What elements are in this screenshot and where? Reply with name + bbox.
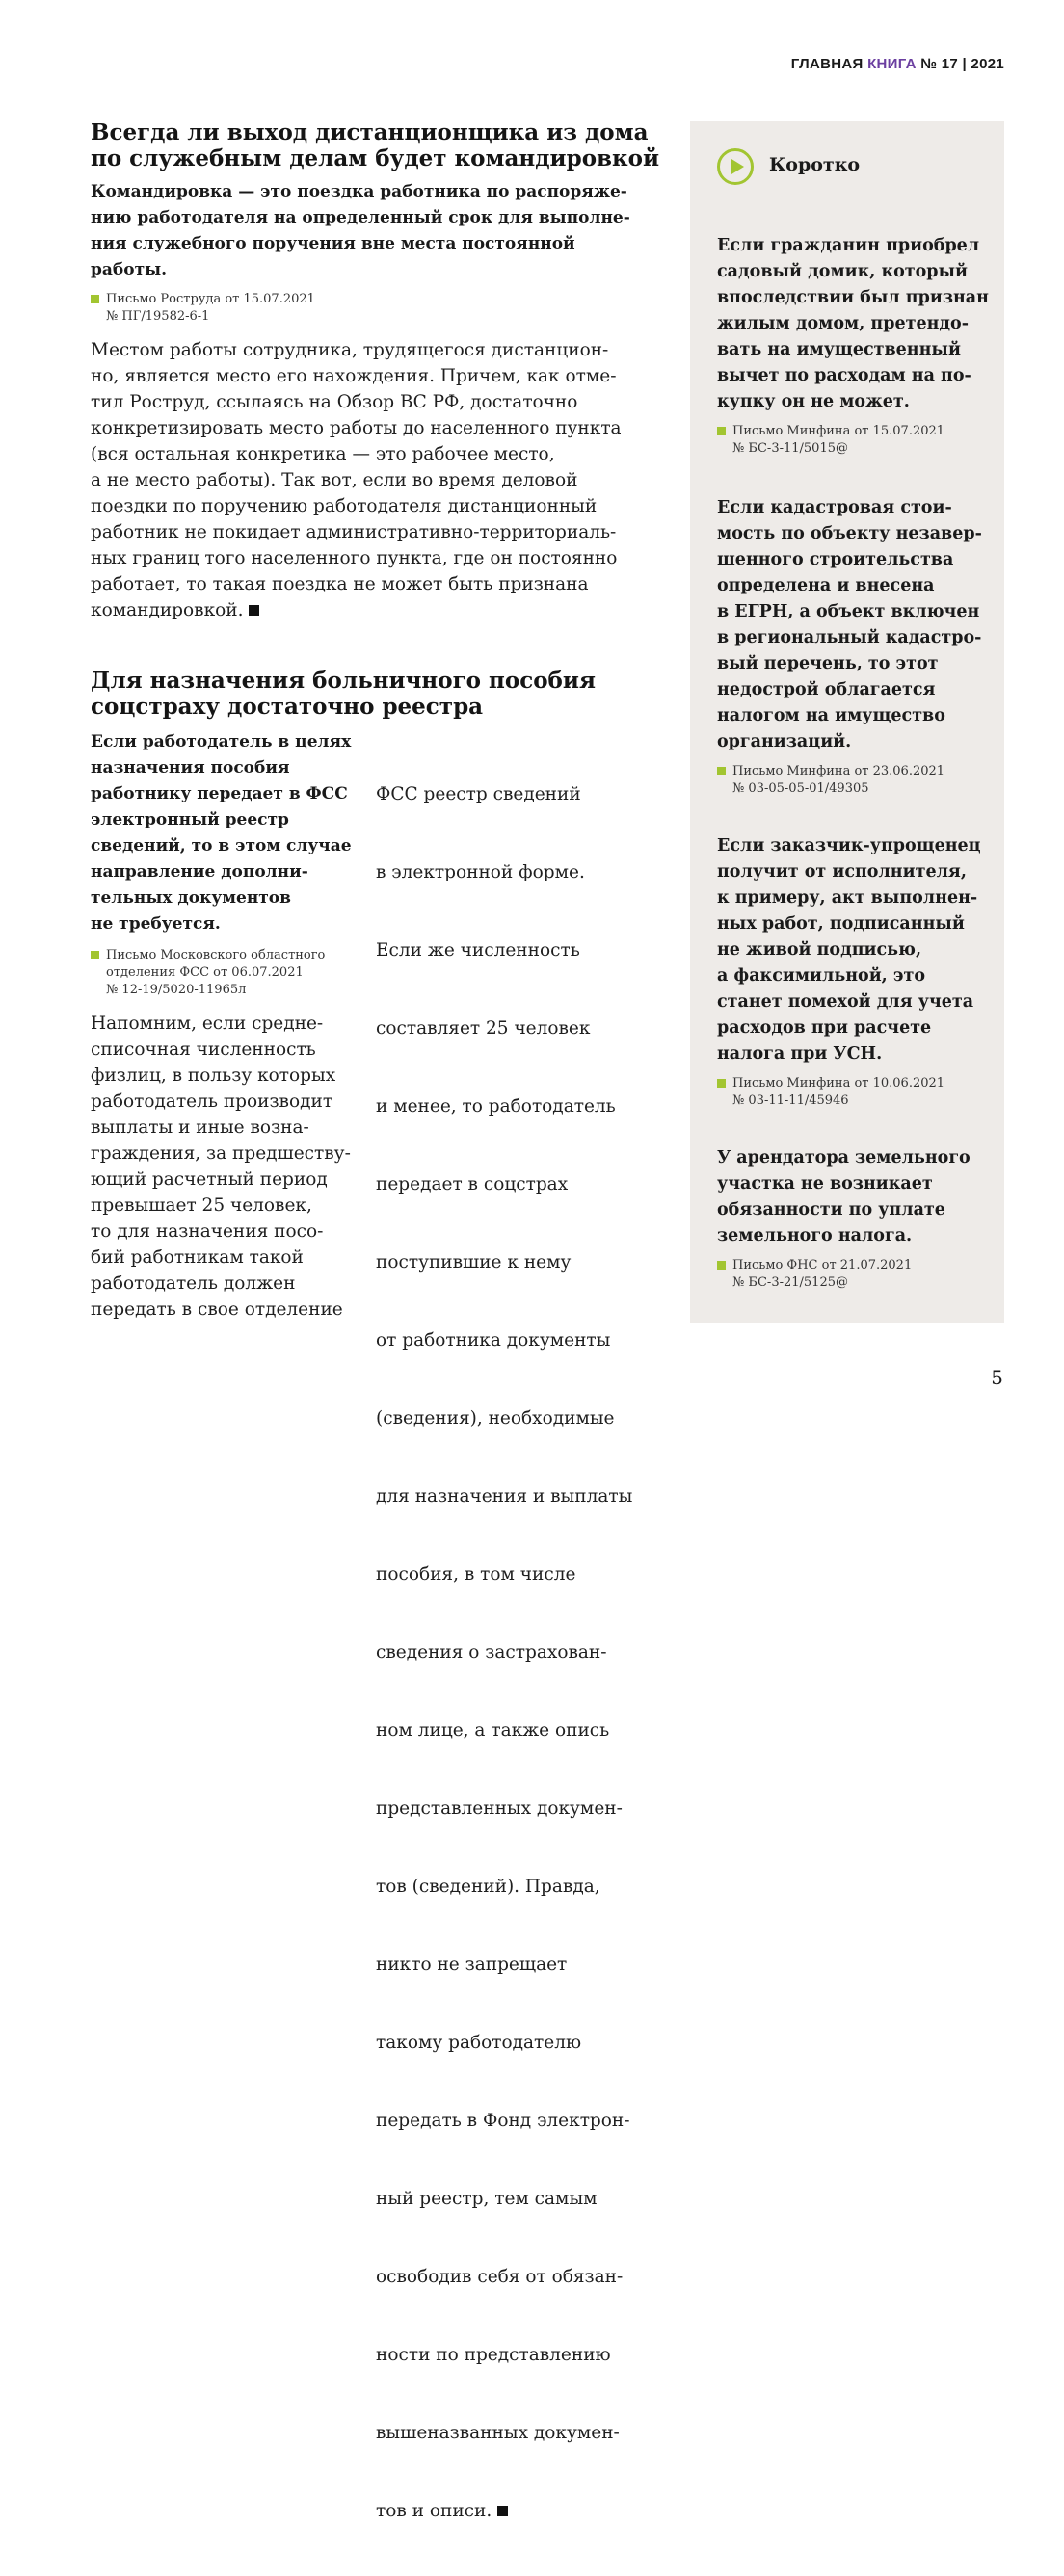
article-body-continued: ФСС реестр сведений в электронной форме. Если же численность составляет 25 человек и менее, то работодатель передает в соцстрах поступившие к нему от работника документы (сведения), необходимые для назначения и выплаты пособия, в том числе сведения о застрахован- ном лице, а также опись представленных докумен- тов (сведений). Правда, никто не запрещает такому работодателю передать в Фонд электрон- ный реестр, тем самым освободив себя от обязан- ности по представлению вышеназванных докумен- тов и описи. — [376, 784, 633, 2521]
end-of-article-icon — [249, 605, 259, 616]
brief-item[interactable] — [717, 833, 998, 1110]
play-icon — [717, 148, 754, 185]
bullet-square-icon — [717, 427, 726, 435]
magazine-header — [791, 56, 1004, 72]
sidebar-title: Коротко — [769, 154, 861, 175]
brief-item[interactable] — [717, 495, 998, 798]
brief-text: Если заказчик-упрощенец получит от исполнителя, к примеру, акт выполнен- ных работ, подписанный не живой подписью, а факсимильной, это станет помехой для учета расходов при расчете налога при УСН. — [717, 836, 981, 1064]
source-reference: Письмо Роструда от 15.07.2021 № ПГ/19582-6-1 — [91, 291, 650, 326]
bullet-square-icon — [717, 1079, 726, 1088]
bullet-square-icon — [717, 767, 726, 775]
article-body: Местом работы сотрудника, трудящегося дистанцион- но, является место его нахождения. Причем, как отме- тил Роструд, ссылаясь на Обзор ВС РФ, достаточно конкретизировать место работы до населенного пункта (вся остальная конкретика — это рабочее место, а не место работы). Так вот, если во время деловой поездки по поручению работодателя дистанционный работник не покидает административно-территориаль- ных границ того населенного пункта, где он постоянно работает, то такая поездка не может быть признана командировкой. — [91, 340, 622, 620]
article-title[interactable]: Всегда ли выход дистанционщика из дома по служебным делам будет командировкой — [91, 119, 660, 171]
article-remote-worker — [91, 119, 660, 623]
sidebar-briefly — [690, 121, 1004, 1323]
header-issue: № 17 | 2021 — [916, 56, 1004, 72]
brief-item[interactable] — [717, 1145, 998, 1292]
article-body: Напомним, если средне- списочная численность физлиц, в пользу которых работодатель производит выплаты и иные возна- граждения, за предшеству- ющий расчетный период превышает 25 человек, то для назначения посо- бий работникам такой работодатель должен передать в свое отделение — [91, 1013, 351, 1320]
page-number: 5 — [991, 1366, 1003, 1389]
end-of-article-icon — [497, 2506, 508, 2516]
bullet-square-icon — [91, 295, 99, 303]
source-reference: Письмо Минфина от 23.06.2021 № 03-05-05-01/49305 — [717, 763, 998, 798]
brief-text: Если кадастровая стои- мость по объекту незавер- шенного строительства определена и внесена в ЕГРН, а объект включен в региональный кадастро- вый перечень, то этот недострой облагается налогом на имущество организаций. — [717, 498, 982, 751]
bullet-square-icon — [717, 1261, 726, 1270]
source-reference: Письмо Минфина от 15.07.2021 № БС-3-11/5015@ — [717, 423, 998, 458]
article2-column-left — [91, 729, 365, 1323]
source-reference: Письмо Минфина от 10.06.2021 № 03-11-11/45946 — [717, 1075, 998, 1110]
header-title-accent: КНИГА — [867, 56, 917, 72]
article-title[interactable]: Для назначения больничного пособия соцстраху достаточно реестра — [91, 668, 596, 720]
bullet-square-icon — [91, 951, 99, 959]
article-lead: Командировка — это поездка работника по распоряже- нию работодателя на определенный срок для выполне- ния служебного поручения вне места постоянной работы. — [91, 182, 630, 279]
source-reference: Письмо ФНС от 21.07.2021 № БС-3-21/5125@ — [717, 1257, 998, 1292]
header-title-main: ГЛАВНАЯ — [790, 56, 864, 72]
brief-item[interactable] — [717, 233, 998, 458]
brief-text: У арендатора земельного участка не возникает обязанности по уплате земельного налога. — [717, 1148, 971, 1246]
brief-text: Если гражданин приобрел садовый домик, который впоследствии был признан жилым домом, претендо- вать на имущественный вычет по расходам на по- купку он не может. — [717, 236, 989, 411]
article-sick-benefit — [91, 668, 650, 720]
source-reference: Письмо Московского областного отделения ФСС от 06.07.2021 № 12-19/5020-11965л — [91, 947, 365, 999]
article2-column-right — [376, 729, 655, 2576]
article-lead: Если работодатель в целях назначения пособия работнику передает в ФСС электронный реестр сведений, то в этом случае направление дополни- тельных документов не требуется. — [91, 732, 352, 933]
